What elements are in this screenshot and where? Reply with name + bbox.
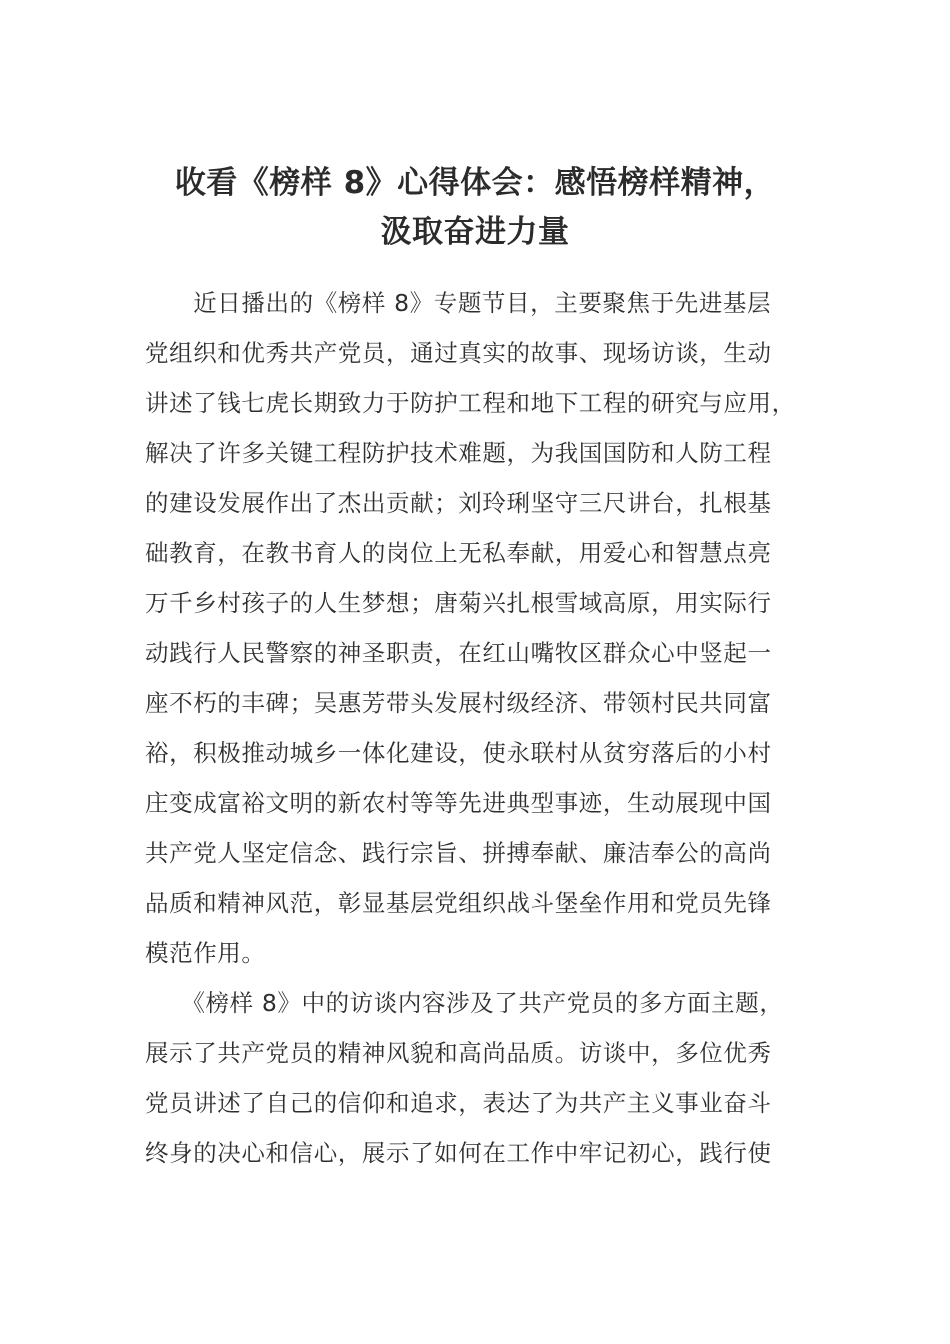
paragraph-line: 动践行人民警察的神圣职责，在红山嘴牧区群众心中竖起一 <box>145 639 772 667</box>
paragraph-line: 的建设发展作出了杰出贡献；刘玲琍坚守三尺讲台，扎根基 <box>145 489 772 517</box>
document-title-line-1: 收看《榜样 8》心得体会：感悟榜样精神， <box>174 165 776 201</box>
paragraph-line: 党组织和优秀共产党员，通过真实的故事、现场访谈，生动 <box>145 339 772 367</box>
document-title-line-2: 汲取奋进力量 <box>380 214 570 250</box>
paragraph-line: 解决了许多关键工程防护技术难题，为我国国防和人防工程 <box>145 439 772 467</box>
paragraph-line: 近日播出的《榜样 8》专题节目，主要聚焦于先进基层 <box>145 289 772 317</box>
paragraph-line: 共产党人坚定信念、践行宗旨、拼搏奉献、廉洁奉公的高尚 <box>145 839 772 867</box>
paragraph-line: 础教育，在教书育人的岗位上无私奉献，用爱心和智慧点亮 <box>145 539 772 567</box>
paragraph-line: 终身的决心和信心，展示了如何在工作中牢记初心，践行使 <box>145 1139 772 1167</box>
paragraph-line: 党员讲述了自己的信仰和追求，表达了为共产主义事业奋斗 <box>145 1089 772 1117</box>
paragraph-line: 庄变成富裕文明的新农村等等先进典型事迹，生动展现中国 <box>145 789 772 817</box>
paragraph-line: 品质和精神风范，彰显基层党组织战斗堡垒作用和党员先锋 <box>145 889 772 917</box>
paragraph-line: 展示了共产党员的精神风貌和高尚品质。访谈中，多位优秀 <box>145 1039 772 1067</box>
paragraph-line: 《榜样 8》中的访谈内容涉及了共产党员的多方面主题， <box>145 989 784 1017</box>
paragraph-line: 裕，积极推动城乡一体化建设，使永联村从贫穷落后的小村 <box>145 739 772 767</box>
paragraph-line: 模范作用。 <box>145 939 266 967</box>
paragraph-line: 万千乡村孩子的人生梦想；唐菊兴扎根雪域高原，用实际行 <box>145 589 772 617</box>
paragraph-line: 讲述了钱七虎长期致力于防护工程和地下工程的研究与应用， <box>145 389 796 417</box>
paragraph-line: 座不朽的丰碑；吴惠芳带头发展村级经济、带领村民共同富 <box>145 689 772 717</box>
